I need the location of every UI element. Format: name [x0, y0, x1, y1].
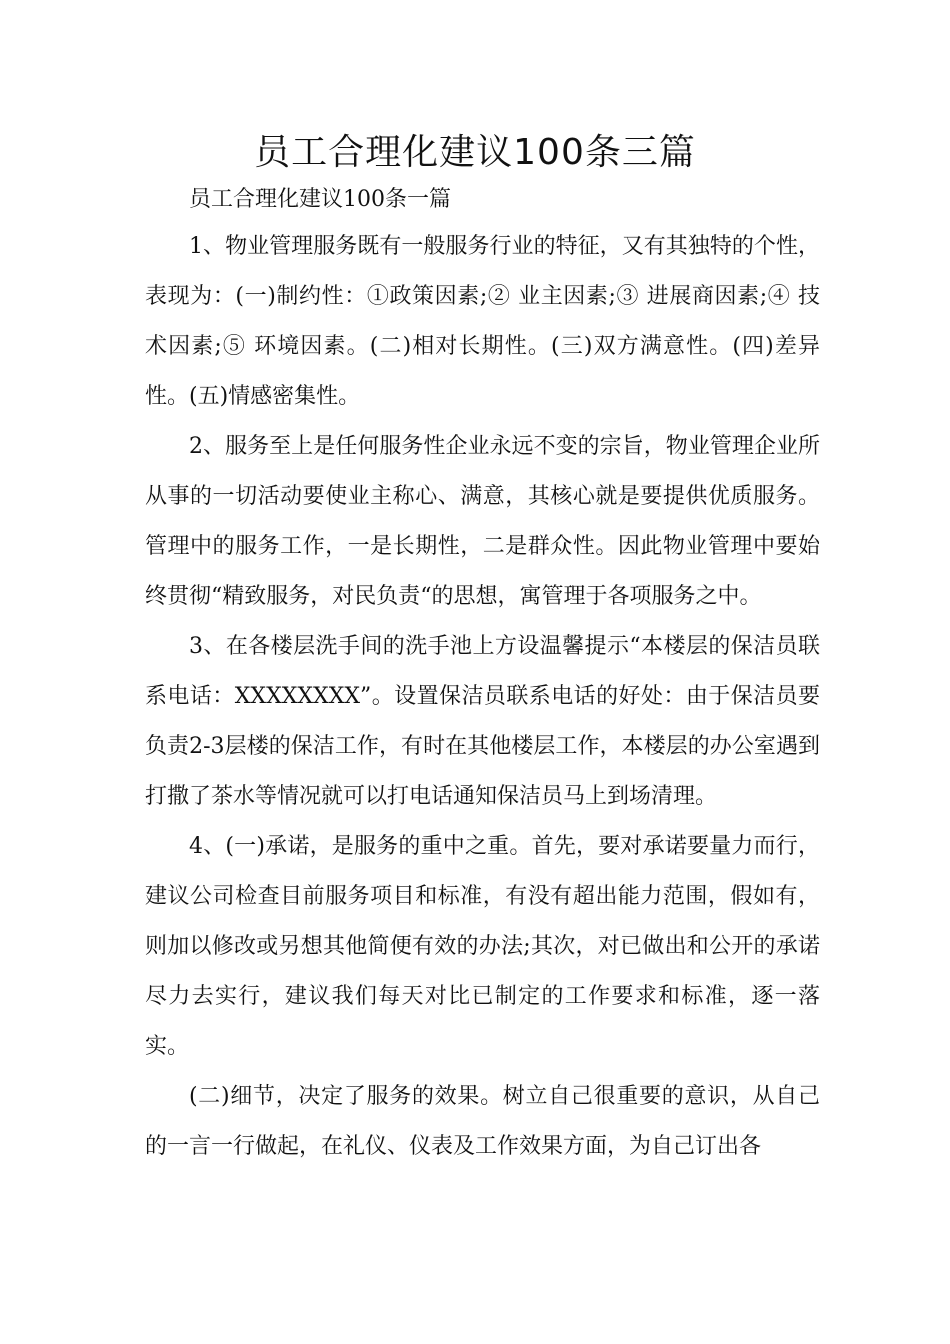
section-subtitle: 员工合理化建议100条一篇: [189, 187, 451, 212]
document-title: 员工合理化建议100条三篇: [254, 132, 696, 173]
paragraph-2: 2、服务至上是任何服务性企业永远不变的宗旨，物业管理企业所从事的一切活动要使业主称心、满意，其核心就是要提供优质服务。管理中的服务工作，一是长期性，二是群众性。因此物业管理中要始终贯彻“精致服务，对民负责“的思想，寓管理于各项服务之中。: [145, 434, 820, 609]
paragraph-5: (二)细节，决定了服务的效果。树立自己很重要的意识，从自己的一言一行做起，在礼仪、仪表及工作效果方面，为自己订出各: [145, 1084, 820, 1159]
paragraph-1: 1、物业管理服务既有一般服务行业的特征，又有其独特的个性，表现为：(一)制约性：①政策因素;② 业主因素;③ 进展商因素;④ 技术因素;⑤ 环境因素。(二)相对长期性。(三)双方满意性。(四)差异性。(五)情感密集性。: [145, 234, 820, 409]
paragraph-3: 3、在各楼层洗手间的洗手池上方设温馨提示“本楼层的保洁员联系电话：XXXXXXXX”。设置保洁员联系电话的好处：由于保洁员要负责2-3层楼的保洁工作，有时在其他楼层工作，本楼层的办公室遇到打撒了茶水等情况就可以打电话通知保洁员马上到场清理。: [145, 634, 820, 809]
document-body: [145, 178, 820, 1172]
paragraph-4: 4、(一)承诺，是服务的重中之重。首先，要对承诺要量力而行，建议公司检查目前服务项目和标准，有没有超出能力范围，假如有，则加以修改或另想其他简便有效的办法;其次，对已做出和公开的承诺尽力去实行，建议我们每天对比已制定的工作要求和标准，逐一落实。: [145, 834, 820, 1059]
